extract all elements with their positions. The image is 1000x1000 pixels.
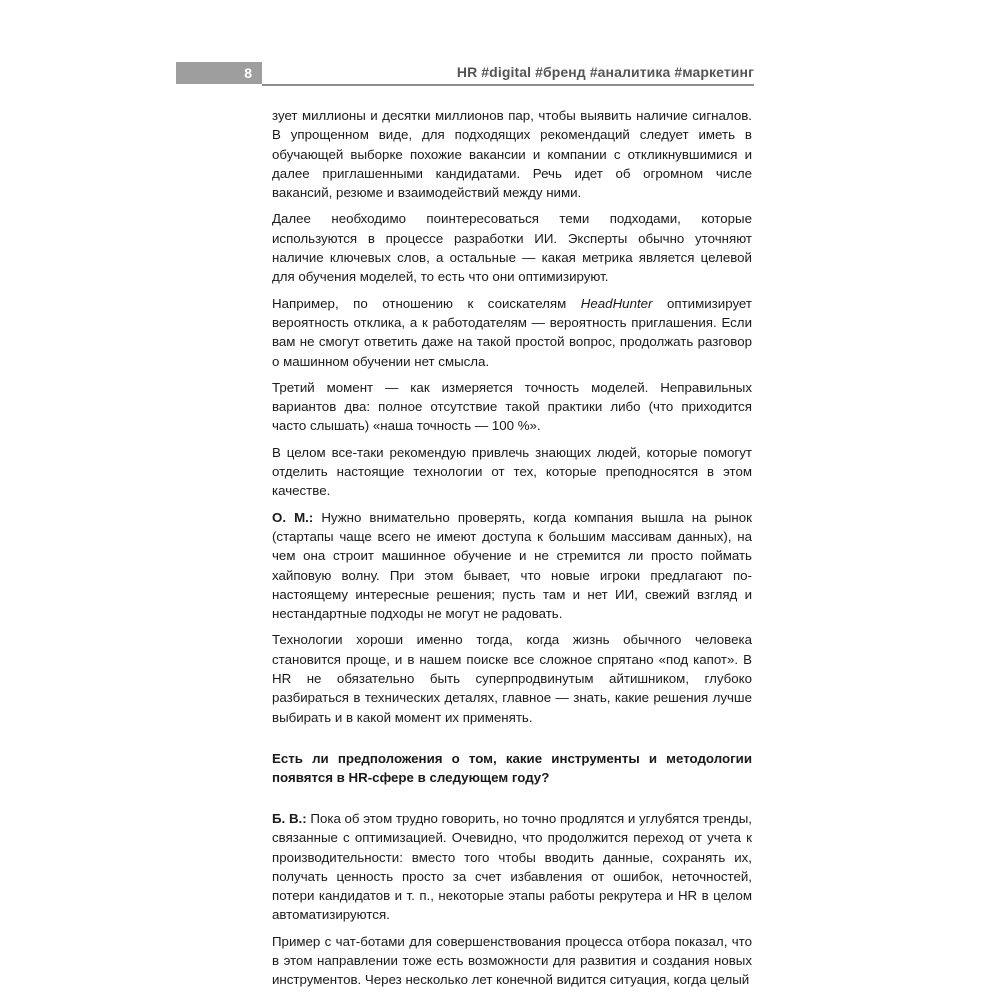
question-heading: Есть ли предположения о том, какие инструменты и методологии появятся в HR-сфере в следующем году? xyxy=(272,750,752,785)
paragraph-text: Пока об этом трудно говорить, но точно продлятся и углубятся тренды, связанные с оптимизацией. Очевидно, что продолжится переход от учета к производительности: вместо того чтобы вводить данные, сохранять их, получать ценность просто за счет избавления от ошибок, неточностей, потери кандидатов и т. п., некоторые этапы работы рекрутера и HR в целом автоматизируются. xyxy=(272,810,753,923)
page-header xyxy=(176,62,754,86)
paragraph-text: Например, по отношению к соискателям xyxy=(272,295,581,311)
header-rule xyxy=(262,84,754,86)
page-body xyxy=(272,106,752,997)
paragraph xyxy=(272,508,752,624)
page-number: 8 xyxy=(244,65,252,81)
speaker-label: О. М.: xyxy=(272,509,314,525)
paragraph: Третий момент — как измеряется точность моделей. Неправильных вариантов два: полное отсутствие такой практики либо (что приходится часто слышать) «наша точность — 100 %». xyxy=(272,379,752,434)
paragraph xyxy=(272,809,752,925)
paragraph-text: Нужно внимательно проверять, когда компания вышла на рынок (стартапы чаще всего не имеют доступа к большим массивам данных), на чем она строит машинное обучение и не стремится ли просто поймать хайповую волну. При этом бывает, что новые игроки предлагают по-настоящему интересные решения; пусть там и нет ИИ, свежий взгляд и нестандартные подходы не могут не радовать. xyxy=(272,509,752,622)
running-header-title: HR #digital #бренд #аналитика #маркетинг xyxy=(456,64,754,80)
paragraph: Далее необходимо поинтересоваться теми подходами, которые используются в процессе разработки ИИ. Эксперты обычно уточняют наличие ключевых слов, а остальные — какая метрика является целевой для обучения моделей, то есть что они оптимизируют. xyxy=(272,211,752,285)
paragraph: Технологии хороши именно тогда, когда жизнь обычного человека становится проще, и в нашем поиске все сложное спрятано «под капот». В HR не обязательно быть суперпродвинутым айтишником, глубоко разбираться в технических деталях, главное — знать, какие решения лучше выбирать и в какой момент их применять. xyxy=(272,632,752,725)
paragraph: В целом все-таки рекомендую привлечь знающих людей, которые помогут отделить настоящие технологии от тех, которые преподносятся в этом качестве. xyxy=(272,444,752,499)
paragraph: зует миллионы и десятки миллионов пар, чтобы выявить наличие сигналов. В упрощенном виде, для подходящих рекомендаций следует иметь в обучающей выборке похожие вакансии и компании с откликнувшимися и далее приглашенными кандидатами. Речь идет об огромном числе вакансий, резюме и взаимодействий между ними. xyxy=(272,108,752,201)
paragraph-text: оптимизирует вероятность отклика, а к работодателям — вероятность приглашения. Если вам не смогут ответить даже на такой простой вопрос, продолжать разговор о машинном обучении нет смысла. xyxy=(272,295,752,369)
paragraph xyxy=(272,294,752,371)
paragraph: Пример с чат-ботами для совершенствования процесса отбора показал, что в этом направлении тоже есть возможности для развития и создания новых инструментов. Через несколько лет конечной видится ситуация, когда целый xyxy=(272,933,752,988)
company-name: HeadHunter xyxy=(580,295,653,311)
speaker-label: Б. В.: xyxy=(272,810,307,826)
